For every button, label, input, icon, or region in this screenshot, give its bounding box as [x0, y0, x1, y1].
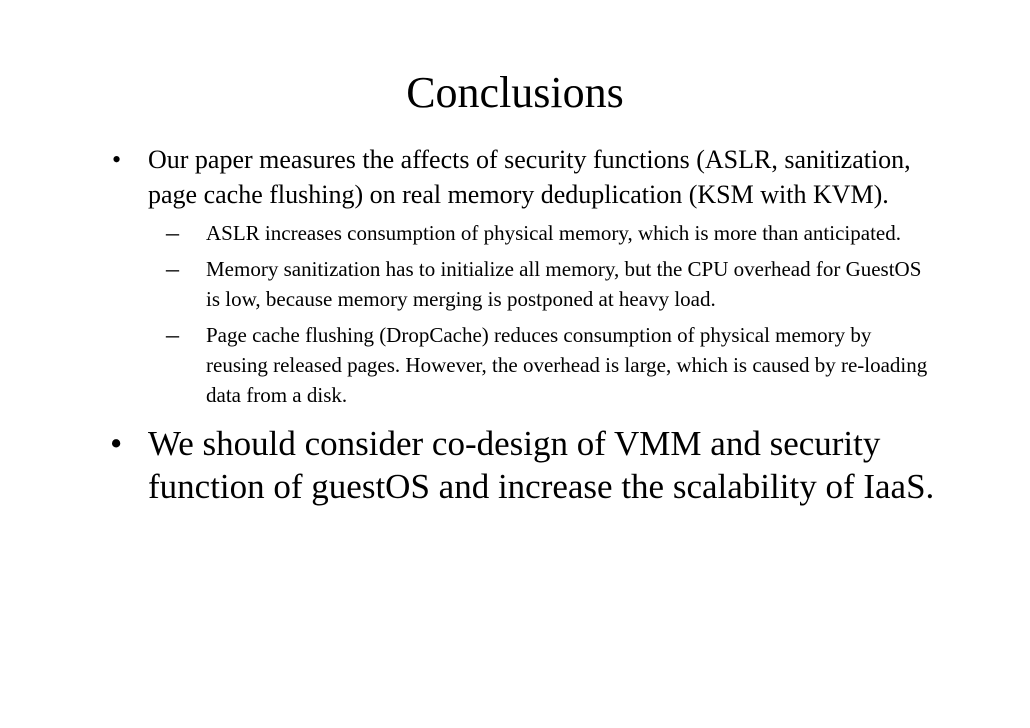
- sub-bullet-text: ASLR increases consumption of physical memory, which is more than anticipated.: [206, 221, 901, 245]
- bullet-item: [108, 422, 938, 508]
- sub-bullet-text: Memory sanitization has to initialize all memory, but the CPU overhead for GuestOS is low, because memory merging is postponed at heavy load.: [206, 257, 922, 311]
- dash-marker: –: [166, 320, 179, 349]
- sub-bullet-text: Page cache flushing (DropCache) reduces consumption of physical memory by reusing released pages. However, the overhead is large, which is caused by re-loading data from a disk.: [206, 323, 928, 407]
- sub-bullet-list: [166, 218, 938, 410]
- dash-marker: –: [166, 254, 179, 283]
- bullet-marker: •: [112, 145, 122, 174]
- dash-marker: –: [166, 218, 179, 247]
- bullet-list: [108, 142, 938, 508]
- bullet-text: We should consider co-design of VMM and security function of guestOS and increase the scalability of IaaS.: [148, 424, 935, 506]
- bullet-text: Our paper measures the affects of security functions (ASLR, sanitization, page cache flushing) on real memory deduplication (KSM with KVM).: [148, 145, 911, 209]
- slide-title: Conclusions: [406, 68, 624, 117]
- sub-bullet-item: [166, 320, 938, 410]
- bullet-item: [108, 142, 938, 410]
- sub-bullet-item: [166, 254, 938, 314]
- bullet-marker: •: [110, 424, 123, 463]
- sub-bullet-item: [166, 218, 938, 248]
